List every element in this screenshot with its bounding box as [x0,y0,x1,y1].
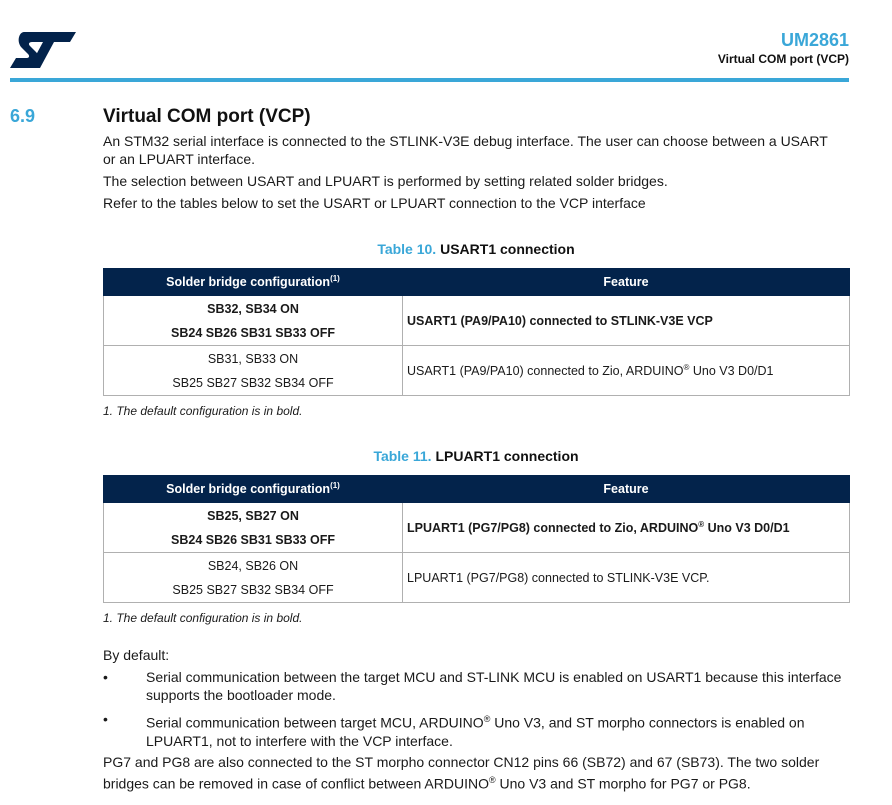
table10-caption-number: Table 10. [377,241,437,257]
table10-caption [103,241,849,257]
intro-paragraph: An STM32 serial interface is connected to the STLINK-V3E debug interface. The user can choose between a USART or an LPUART interface. [103,133,828,167]
bullet-icon: • [103,669,108,685]
config-cell: SB24, SB26 ON SB25 SB27 SB32 SB34 OFF [104,553,403,603]
selection-paragraph: The selection between USART and LPUART is performed by setting related solder bridges. [103,173,668,189]
usart1-table [103,268,850,396]
table10-col-config: Solder bridge configuration$^{(1)}$ [104,269,403,296]
feature-cell: USART1 (PA9/PA10) connected to Zio, ARDUINO® Uno V3 D0/D1 [403,346,850,396]
config-cell: SB31, SB33 ON SB25 SB27 SB32 SB34 OFF [104,346,403,396]
bullet-icon: • [103,711,108,727]
header-rule [10,78,849,82]
table-row [104,296,850,346]
morpho-paragraph: PG7 and PG8 are also connected to the ST morpho connector CN12 pins 66 (SB72) and 67 (SB73). The two solder bridges can be removed in case of conflict between ARDUINO® Uno V3 and ST morpho for PG7 or PG8. [103,754,820,792]
table-row [104,503,850,553]
table10-col-feature: Feature [403,269,850,296]
by-default-label: By default: [103,647,170,663]
table11-col-config: Solder bridge configuration$^{(1)}$ [104,476,403,503]
config-cell: SB25, SB27 ON SB24 SB26 SB31 SB33 OFF [104,503,403,553]
feature-cell: LPUART1 (PG7/PG8) connected to Zio, ARDUINO® Uno V3 D0/D1 [403,503,850,553]
config-cell: SB32, SB34 ON SB24 SB26 SB31 SB33 OFF [104,296,403,346]
feature-cell: LPUART1 (PG7/PG8) connected to STLINK-V3E VCP. [403,553,850,603]
st-logo [10,30,76,70]
table11-caption [103,448,849,464]
table11-col-feature: Feature [403,476,850,503]
document-id: UM2861 [780,30,849,50]
table10-footnote: 1. The default configuration is in bold. [103,404,303,418]
section-title: Virtual COM port (VCP) [103,106,311,127]
feature-cell: USART1 (PA9/PA10) connected to STLINK-V3E VCP [403,296,850,346]
lpuart1-table [103,475,850,603]
table11-caption-number: Table 11. [373,448,432,464]
table11-footnote: 1. The default configuration is in bold. [103,611,303,625]
table-row [104,553,850,603]
table-row [104,346,850,396]
table11-caption-title: LPUART1 connection [435,448,579,464]
section-number: 6.9 [10,106,36,126]
refer-paragraph: Refer to the tables below to set the USART or LPUART connection to the VCP interface [103,195,646,211]
document-subtitle: Virtual COM port (VCP) [717,52,849,66]
table10-caption-title: USART1 connection [440,241,575,257]
